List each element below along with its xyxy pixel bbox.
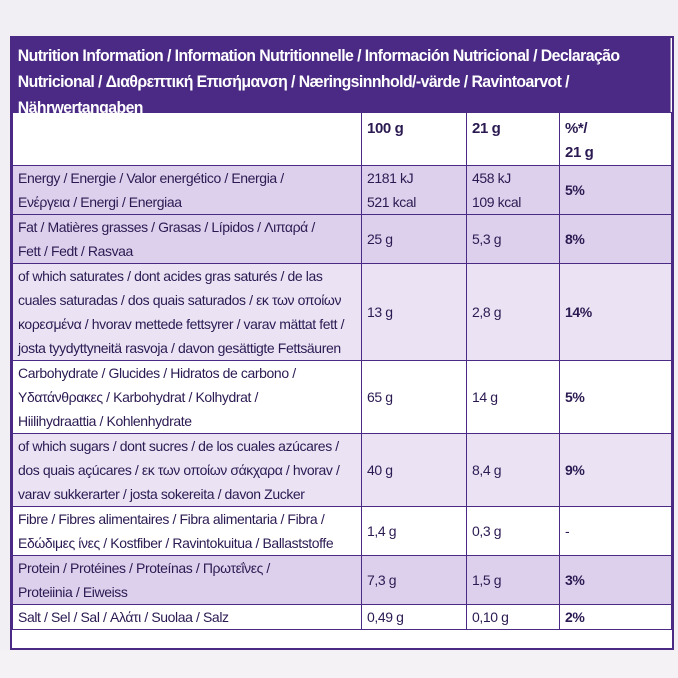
- value-21g: 5,3 g: [467, 215, 560, 264]
- row-label-line: Fett / Fedt / Rasvaa: [18, 243, 133, 259]
- row-label: [13, 361, 362, 434]
- col-header-pct-line1: %*/: [565, 120, 588, 137]
- row-label-line: Fat / Matières grasses / Grasas / Lípidos / Λιπαρά /: [18, 219, 315, 235]
- value-100g: 0,49 g: [362, 605, 467, 630]
- row-label: [13, 507, 362, 556]
- table-row-sugars: [13, 434, 672, 507]
- row-label: [13, 434, 362, 507]
- table-row-energy: [13, 166, 672, 215]
- row-label-line: Protein / Protéines / Proteínas / Πρωτεΐνες /: [18, 560, 270, 576]
- table-row-salt: [13, 605, 672, 630]
- row-label: [13, 215, 362, 264]
- row-label-line: josta tyydyttyneitä rasvoja / davon gesättigte Fettsäuren: [18, 340, 341, 356]
- value-100g: 65 g: [362, 361, 467, 434]
- nutrition-header: [12, 38, 671, 117]
- value-100g: 40 g: [362, 434, 467, 507]
- value-pct: -: [560, 507, 672, 556]
- header-title: Nutrition Information / Information Nutritionnelle / Información Nutricional / Declaração Nutricional / Διαθρεπτική Επισήμανση / Næringsinnhold/-värde / Ravintoarvot / Nährwertangaben: [17, 47, 620, 117]
- value-21g: 1,5 g: [467, 556, 560, 605]
- value-pct: 5%: [560, 166, 672, 215]
- col-header-100g: 100 g: [362, 113, 467, 166]
- row-label-line: of which sugars / dont sucres / de los cuales azúcares /: [18, 438, 339, 454]
- value-pct: 9%: [560, 434, 672, 507]
- value-pct: 5%: [560, 361, 672, 434]
- table-row-fat: [13, 215, 672, 264]
- value-line: 2181 kJ: [367, 170, 414, 186]
- value-pct: 3%: [560, 556, 672, 605]
- table-row-fibre: [13, 507, 672, 556]
- col-header-pct: [560, 113, 672, 166]
- value-line: 458 kJ: [472, 170, 511, 186]
- value-pct: 14%: [560, 264, 672, 361]
- value-line: 109 kcal: [472, 194, 521, 210]
- row-label-line: of which saturates / dont acides gras saturés / de las: [18, 268, 323, 284]
- row-label-line: Ενέργεια / Energi / Energiaa: [18, 194, 182, 210]
- row-label-line: Carbohydrate / Glucides / Hidratos de carbono /: [18, 365, 296, 381]
- value-100g: 1,4 g: [362, 507, 467, 556]
- value-100g: [362, 166, 467, 215]
- table-row-protein: [13, 556, 672, 605]
- value-21g: [467, 166, 560, 215]
- row-label: [13, 166, 362, 215]
- row-label-line: cuales saturadas / dos quais saturados / εκ των οποίων: [18, 292, 342, 308]
- row-label-line: κορεσμένα / hvorav mettede fettsyrer / varav mättat fett /: [18, 316, 345, 332]
- nutrition-table: [12, 112, 672, 630]
- value-21g: 0,10 g: [467, 605, 560, 630]
- value-100g: 25 g: [362, 215, 467, 264]
- value-line: 521 kcal: [367, 194, 416, 210]
- row-label-line: varav sukkerarter / josta sokereita / davon Zucker: [18, 486, 305, 502]
- row-label-line: Fibre / Fibres alimentaires / Fibra alimentaria / Fibra /: [18, 511, 325, 527]
- value-21g: 8,4 g: [467, 434, 560, 507]
- value-21g: 0,3 g: [467, 507, 560, 556]
- row-label: [13, 605, 362, 630]
- row-label: [13, 556, 362, 605]
- row-label-line: Proteiinia / Eiweiss: [18, 584, 128, 600]
- col-header-pct-line2: 21 g: [565, 144, 594, 161]
- value-21g: 14 g: [467, 361, 560, 434]
- value-pct: 2%: [560, 605, 672, 630]
- row-label-line: Salt / Sel / Sal / Αλάτι / Suolaa / Salz: [18, 609, 229, 625]
- row-label-line: Energy / Energie / Valor energético / Energia /: [18, 170, 284, 186]
- table-row-carbohydrate: [13, 361, 672, 434]
- row-label: [13, 264, 362, 361]
- value-pct: 8%: [560, 215, 672, 264]
- col-header-21g: 21 g: [467, 113, 560, 166]
- value-21g: 2,8 g: [467, 264, 560, 361]
- row-label-line: Hiilihydraattia / Kohlenhydrate: [18, 413, 192, 429]
- row-label-line: dos quais açúcares / εκ των οποίων σάκχαρα / hvorav /: [18, 462, 340, 478]
- row-label-line: Εδώδιμες ίνες / Kostfiber / Ravintokuitua / Ballaststoffe: [18, 535, 334, 551]
- value-100g: 7,3 g: [362, 556, 467, 605]
- table-row-saturates: [13, 264, 672, 361]
- nutrition-label: [10, 36, 674, 650]
- value-100g: 13 g: [362, 264, 467, 361]
- bottom-edge-strip: [0, 650, 678, 678]
- row-label-line: Υδατάνθρακες / Karbohydrat / Kolhydrat /: [18, 389, 259, 405]
